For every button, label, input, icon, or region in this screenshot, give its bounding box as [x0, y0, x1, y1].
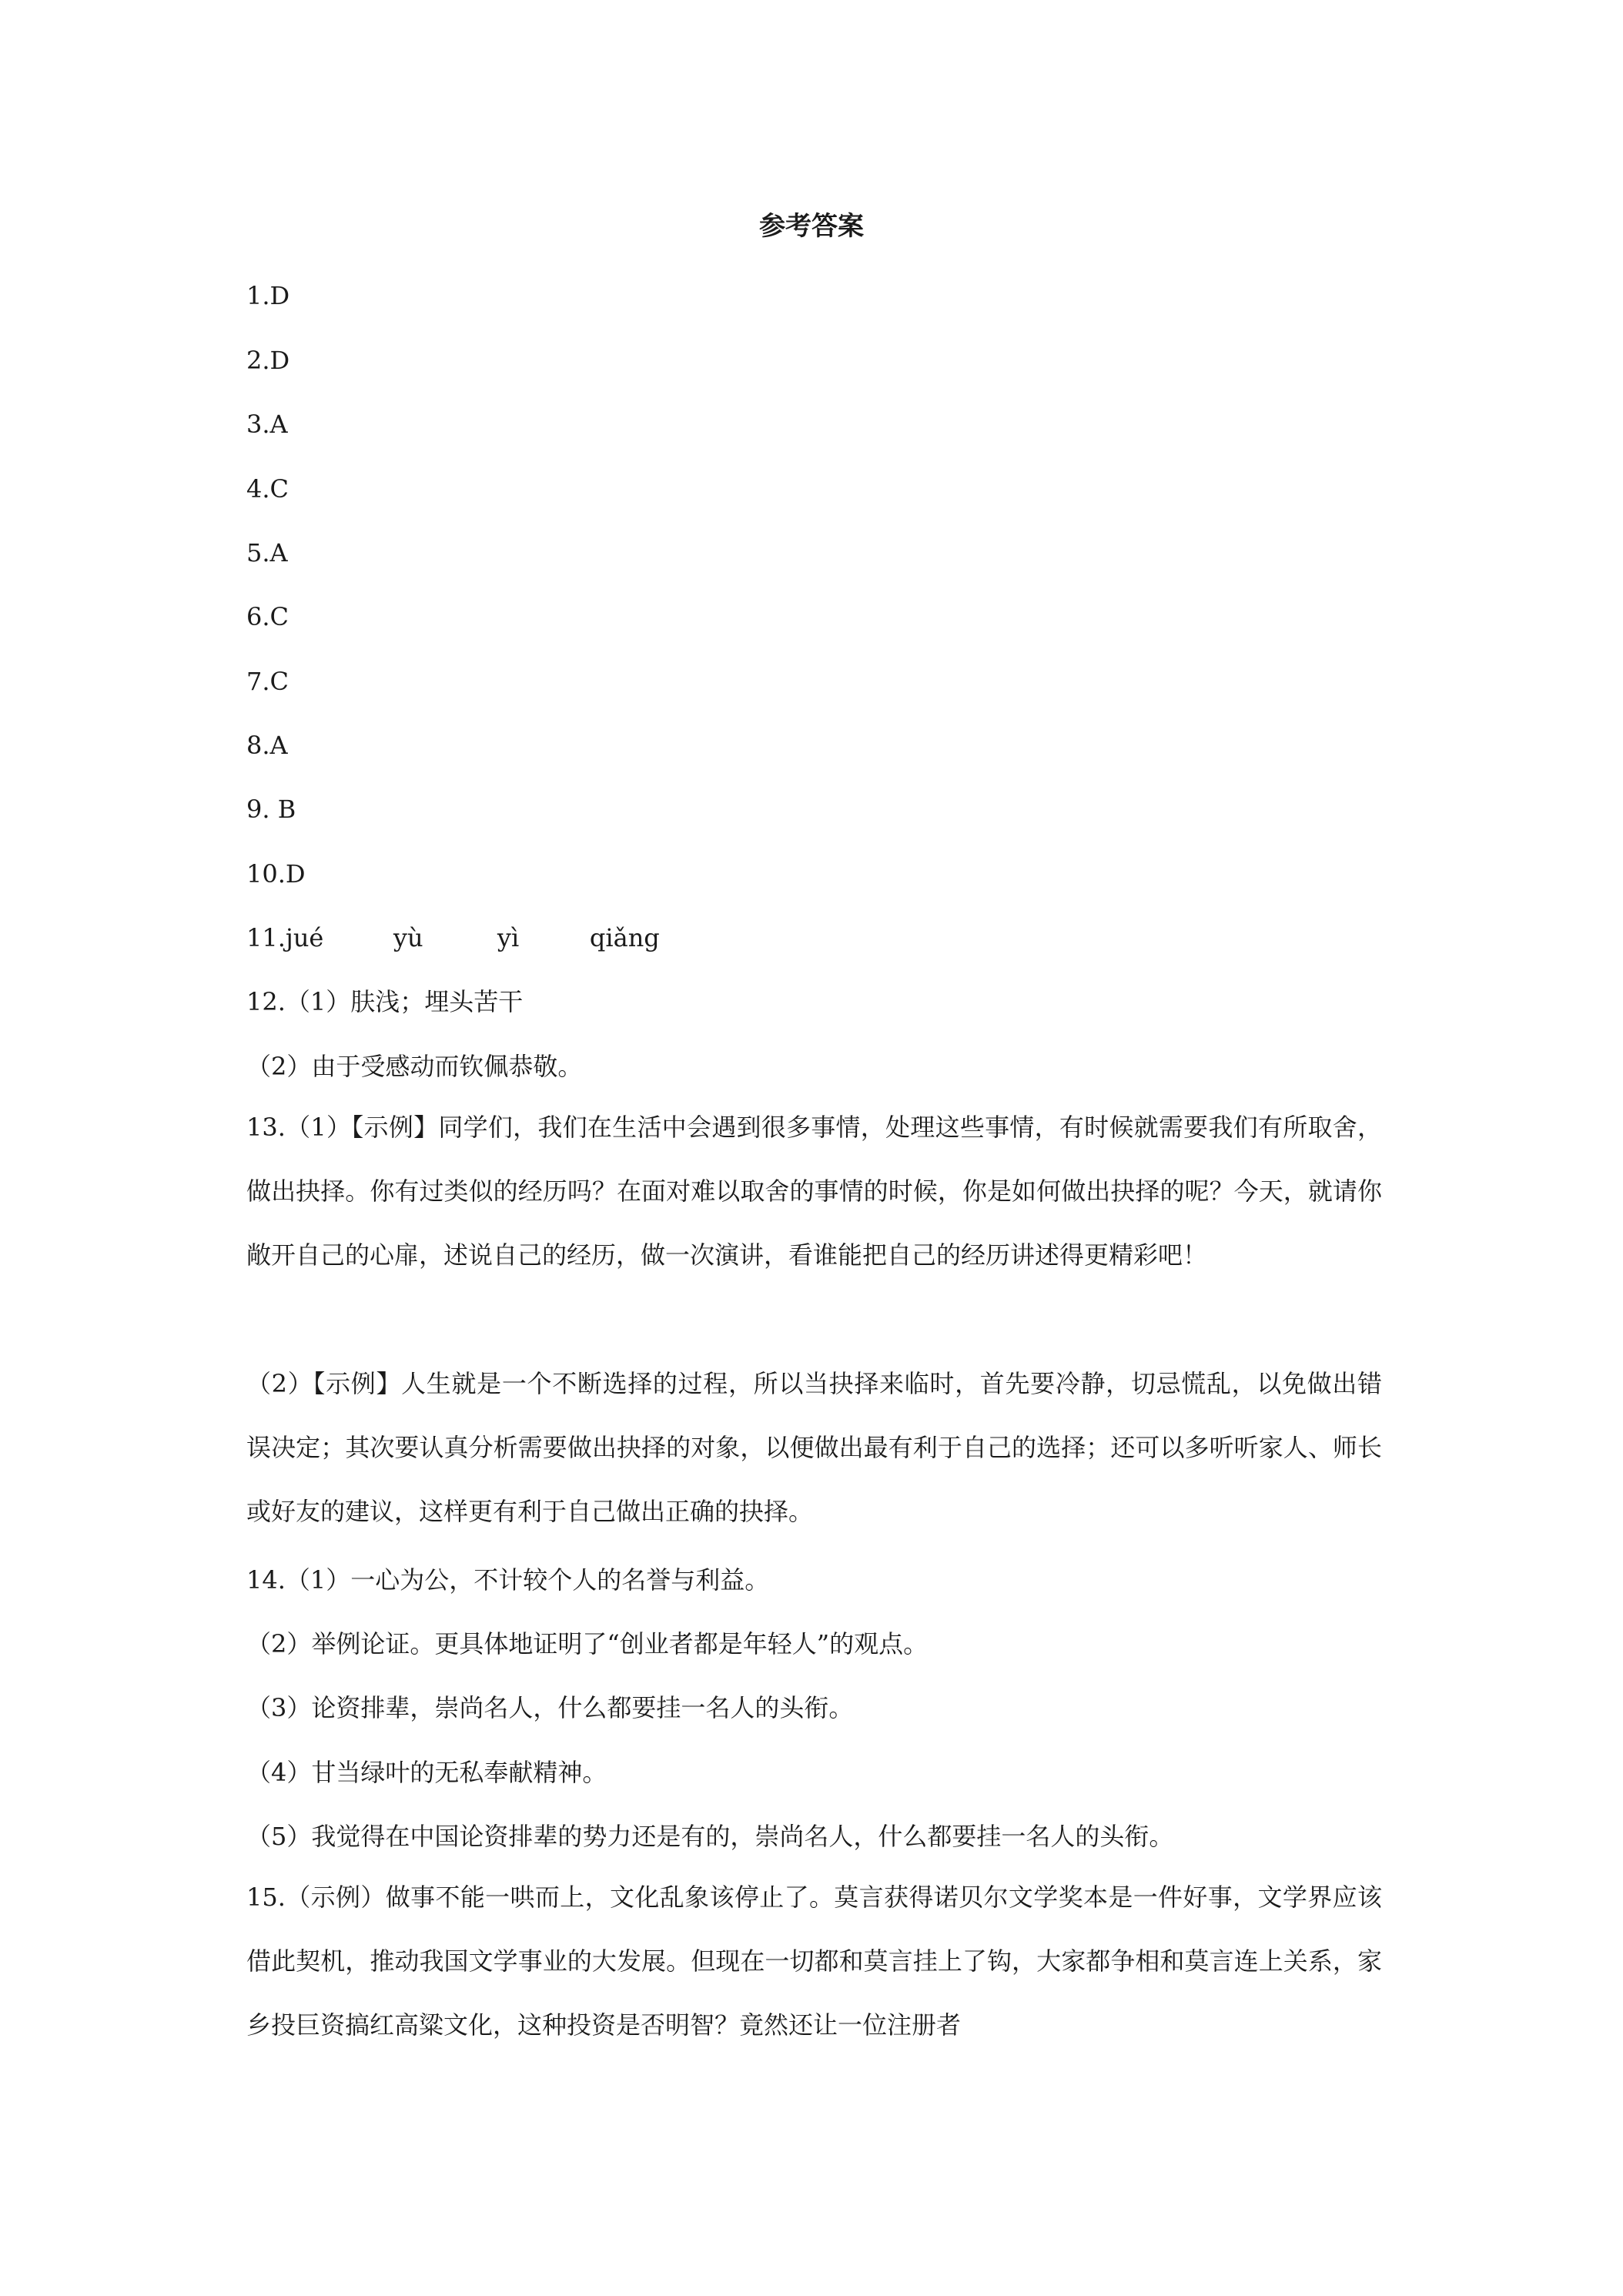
answer-8: 8.A [246, 731, 288, 760]
answer-10: 10.D [246, 859, 306, 889]
answer-11-number: 11. [246, 923, 286, 952]
answer-14-part4: （4）甘当绿叶的无私奉献精神。 [246, 1758, 607, 1787]
answer-1: 1.D [246, 281, 290, 310]
pinyin-3: yì [497, 923, 520, 952]
answer-14-part3: （3）论资排辈，崇尚名人，什么都要挂一名人的头衔。 [246, 1693, 854, 1722]
answer-7: 7.C [246, 667, 289, 696]
answer-14-part5: （5）我觉得在中国论资排辈的势力还是有的，崇尚名人，什么都要挂一名人的头衔。 [246, 1822, 1174, 1851]
pinyin-2: yù [393, 923, 423, 952]
answer-12-part2: （2）由于受感动而钦佩恭敬。 [246, 1052, 583, 1081]
answer-12-part1: 12.（1）肤浅；埋头苦干 [246, 987, 524, 1016]
pinyin-1: jué [285, 923, 324, 952]
pinyin-4: qiǎng [589, 923, 660, 952]
answer-4: 4.C [246, 474, 289, 504]
answer-2: 2.D [246, 346, 290, 375]
answer-14-part2: （2）举例论证。更具体地证明了“创业者都是年轻人”的观点。 [246, 1629, 929, 1658]
answer-13-part1: 13.（1）【示例】同学们，我们在生活中会遇到很多事情，处理这些事情，有时候就需要我们有所取舍，做出抉择。你有过类似的经历吗？在面对难以取舍的事情的时候，你是如何做出抉择的呢？今天，就请你敞开自己的心扉，述说自己的经历，做一次演讲，看谁能把自己的经历讲述得更精彩吧！ [246, 1113, 1382, 1270]
answer-15: 15.（示例）做事不能一哄而上，文化乱象该停止了。莫言获得诺贝尔文学奖本是一件好事，文学界应该借此契机，推动我国文学事业的大发展。但现在一切都和莫言挂上了钩，大家都争相和莫言连上关系，家乡投巨资搞红高粱文化，这种投资是否明智？竟然还让一位注册者 [246, 1883, 1382, 2040]
page-title: 参考答案 [759, 211, 864, 242]
answer-9: 9. B [246, 795, 296, 824]
answer-3: 3.A [246, 410, 288, 439]
answer-6: 6.C [246, 602, 289, 631]
answer-11 [246, 919, 660, 956]
answer-13-part2: （2）【示例】人生就是一个不断选择的过程，所以当抉择来临时，首先要冷静，切忌慌乱，以免做出错误决定；其次要认真分析需要做出抉择的对象，以便做出最有利于自己的选择；还可以多听听家人、师长或好友的建议，这样更有利于自己做出正确的抉择。 [246, 1369, 1382, 1526]
answer-5: 5.A [246, 538, 288, 567]
answer-14-part1: 14.（1）一心为公，不计较个人的名誉与利益。 [246, 1565, 770, 1595]
